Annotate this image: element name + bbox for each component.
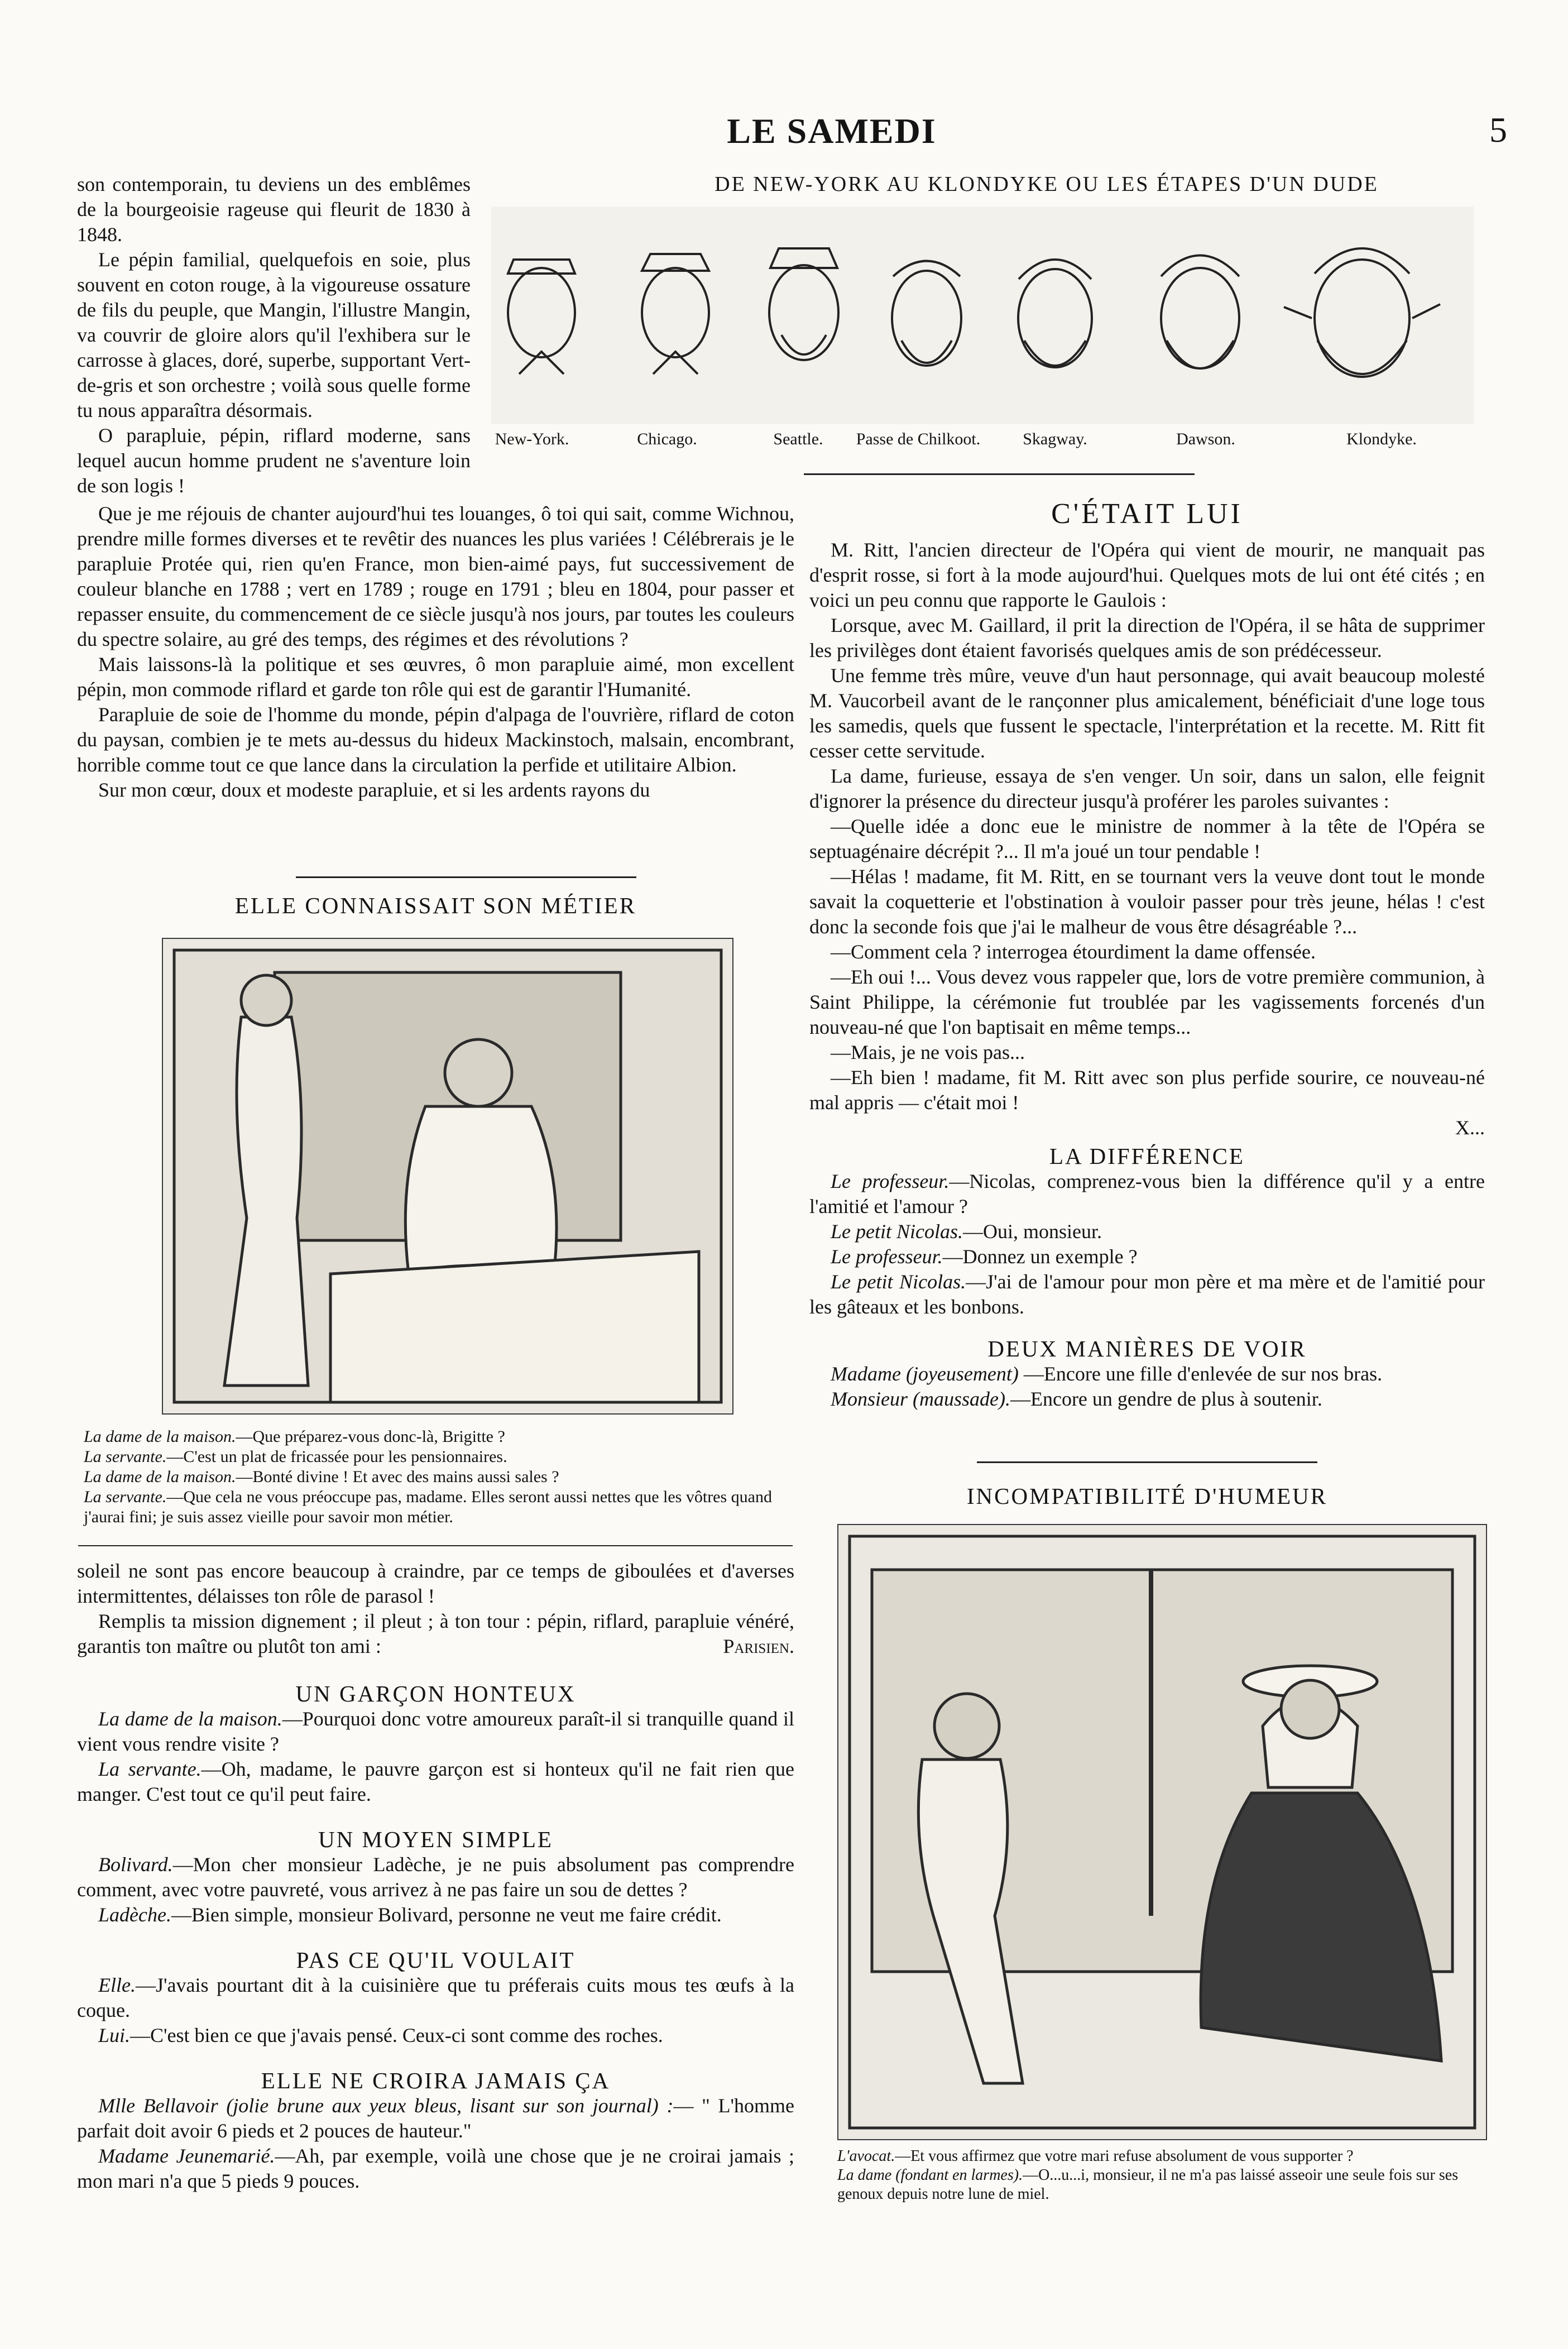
divider	[78, 1545, 793, 1546]
dialogue	[809, 1169, 1485, 1320]
paragraph: —Hélas ! madame, fit M. Ritt, en se tournant vers la veuve dont tout le monde savait la coquetterie et l'obstination à vouloir passer pour très jeune, hélas ! c'est donc la seconde fois que j'ai le malheur de vous être désagréable ?...	[809, 865, 1485, 938]
label-klondyke: Klondyke.	[1346, 430, 1417, 448]
newspaper-title: LE SAMEDI	[727, 111, 937, 151]
paragraph: Mais laissons-là la politique et ses œuvres, ô mon parapluie aimé, mon excellent pépin, mon commode riflard et garde ton rôle qui est de garantir l'Humanité.	[77, 653, 794, 701]
line-text: —J'avais pourtant dit à la cuisinière que tu préferais cuits mous tes œufs à la coque.	[77, 1974, 794, 2021]
speaker: Lui.	[98, 2024, 131, 2046]
line-text: —Et vous affirmez que votre mari refuse absolument de vous supporter ?	[895, 2147, 1354, 2165]
speaker: La servante.	[84, 1488, 167, 1506]
line-text: —O...u...i, monsieur, il ne m'a pas laissé asseoir une seule fois sur ses genoux depuis notre lune de miel.	[837, 2166, 1459, 2203]
paragraph: La dame, furieuse, essaya de s'en venger. Un soir, dans un salon, elle feignit d'ignorer la présence du directeur jusqu'à proférer les paroles suivantes :	[809, 765, 1485, 812]
section-title: ELLE NE CROIRA JAMAIS ÇA	[261, 2068, 611, 2093]
line-text: —Oui, monsieur.	[963, 1220, 1102, 1243]
speaker: L'avocat.	[837, 2147, 895, 2165]
left-bottom-block	[77, 1559, 794, 2194]
paragraph: Lorsque, avec M. Gaillard, il prit la direction de l'Opéra, il se hâta de supprimer les privilèges dont étaient favorisés quelques amis de son prédécesseur.	[809, 614, 1485, 661]
speaker: Mlle Bellavoir (jolie brune aux yeux bleus, lisant sur son journal) :	[98, 2094, 674, 2117]
speaker: Le petit Nicolas.	[831, 1220, 963, 1243]
section-title: C'ÉTAIT LUI	[1051, 498, 1243, 530]
line-text: —Que préparez-vous donc-là, Brigitte ?	[236, 1427, 505, 1446]
paragraph: Sur mon cœur, doux et modeste parapluie, et si les ardents rayons du	[98, 779, 650, 801]
page-number: 5	[1489, 110, 1507, 150]
left-wide-block	[77, 501, 794, 803]
line-text: —C'est un plat de fricassée pour les pensionnaires.	[166, 1447, 507, 1466]
dialogue	[77, 2093, 794, 2194]
paragraph: Le pépin familial, quelquefois en soie, plus souvent en coton rouge, à la vigoureuse ossature de fils du peuple, que Mangin, l'illustre Mangin, va couvrir de gloire alors qu'il l'exhibera sur le carrosse à glaces, doré, superbe, supportant Vert-de-gris et son orchestre ; voilà sous quelle forme tu nous apparaîtra désormais.	[77, 248, 471, 421]
paragraph: soleil ne sont pas encore beaucoup à craindre, par ce temps de giboulées et d'averses intermittentes, délaisses ton rôle de parasol !	[77, 1560, 794, 1607]
paragraph: Que je me réjouis de chanter aujourd'hui tes louanges, ô toi qui sait, comme Wichnou, prendre mille formes diverses et te revêtir des nuances les plus variées ! Célébrerais je le parapluie Protée qui, rien qu'en France, mon bien-aimé pays, fut successivement de couleur blanche en 1788 ; vert en 1789 ; rouge en 1791 ; bleu en 1804, pour passer et repasser ensuite, du commencement de ce siècle jusqu'à nos jours, par toutes les couleurs du spectre solaire, au gré des temps, des régimes et des révolutions ?	[77, 502, 794, 650]
section-title: LA DIFFÉRENCE	[1049, 1143, 1245, 1169]
divider	[804, 473, 1195, 475]
line-text: —Donnez un exemple ?	[942, 1245, 1138, 1268]
face-chicago	[642, 254, 709, 374]
line-text: —Que cela ne vous préoccupe pas, madame. Elles seront aussi nettes que les vôtres quand j'aurai fini; je suis assez vieille pour savoir mon métier.	[84, 1488, 772, 1526]
dialogue	[809, 1362, 1485, 1412]
face-klondyke	[1284, 248, 1440, 377]
paragraph: M. Ritt, l'ancien directeur de l'Opéra qui vient de mourir, ne manquait pas d'esprit rosse, si fort à la mode aujourd'hui. Quelques mots de lui ont été cités ; en voici un peu connu que rapporte le Gaulois :	[809, 539, 1485, 611]
speaker: La dame de la maison.	[98, 1708, 282, 1730]
incompat-title-wrap	[809, 1483, 1485, 1509]
speaker: Elle.	[98, 1974, 136, 1996]
face-skagway	[1018, 260, 1092, 367]
line-text: —Pourquoi donc votre amoureux paraît-il si tranquille quand il vient vous rendre visite ?	[77, 1708, 794, 1755]
paragraph-text: Remplis ta mission dignement ; il pleut ; à ton tour : pépin, riflard, parapluie vénéré, garantis ton maître ou plutôt ton ami :	[77, 1610, 794, 1657]
dialogue	[77, 1706, 794, 1807]
line-text: —Ah, par exemple, voilà une chose que je ne croirai jamais ; mon mari n'a que 5 pieds 9 pouces.	[77, 2145, 795, 2192]
line-text: —J'ai de l'amour pour mon père et ma mère et de l'amitié pour les gâteaux et les bonbons.	[809, 1271, 1485, 1318]
paragraph: son contemporain, tu deviens un des emblêmes de la bourgeoisie rageuse qui fleurit de 1830 à 1848.	[77, 173, 471, 246]
face-seattle	[769, 248, 838, 360]
speaker: Le professeur.	[831, 1245, 943, 1268]
label-new-york: New-York.	[495, 430, 569, 448]
paragraph: —Eh oui !... Vous devez vous rappeler que, lors de votre première communion, à Saint Philippe, la cérémonie fut troublée par les vagissements forcenés d'un nouveau-né que l'on baptisait en même temps...	[809, 966, 1485, 1038]
speaker: Madame (joyeusement)	[831, 1363, 1019, 1385]
paragraph	[77, 1609, 794, 1659]
speaker: La dame (fondant en larmes).	[837, 2166, 1023, 2184]
paragraph: —Quelle idée a donc eue le ministre de nommer à la tête de l'Opéra se septuagénaire décrépit ?... Il m'a joué un tour pendable !	[809, 815, 1485, 862]
line-text: —C'est bien ce que j'avais pensé. Ceux-ci sont comme des roches.	[130, 2024, 663, 2046]
line-text: —Encore une fille d'enlevée de sur nos bras.	[1023, 1363, 1383, 1385]
section-title: INCOMPATIBILITÉ D'HUMEUR	[966, 1483, 1328, 1509]
paragraph: Une femme très mûre, veuve d'un haut personnage, qui avait beaucoup molesté M. Vaucorbeil avant de le rançonner plus amicalement, bénéficiait d'une loge tous les samedis, quels que fussent le spectacle, l'interprétation et la recette. M. Ritt fit cesser cette servitude.	[809, 664, 1485, 762]
paragraph: —Eh bien ! madame, fit M. Ritt avec son plus perfide sourire, ce nouveau-né mal appris — c'était moi !	[809, 1066, 1485, 1114]
speaker: La servante.	[98, 1758, 202, 1780]
divider	[296, 876, 636, 878]
face-dawson	[1161, 256, 1239, 369]
line-text: —Encore un gendre de plus à soutenir.	[1010, 1388, 1322, 1410]
section-title: DEUX MANIÈRES DE VOIR	[987, 1336, 1307, 1362]
divider	[977, 1461, 1317, 1463]
face-chilkoot	[892, 261, 961, 366]
kitchen-illustration	[162, 938, 733, 1415]
paragraph: —Comment cela ? interrogea étourdiment la dame offensée.	[831, 941, 1316, 963]
section-title: UN MOYEN SIMPLE	[318, 1827, 553, 1852]
label-skagway: Skagway.	[1023, 430, 1087, 448]
speaker: Le petit Nicolas.	[831, 1271, 966, 1293]
label-seattle: Seattle.	[773, 430, 823, 448]
lawyer-illustration	[837, 1524, 1487, 2140]
paragraph: O parapluie, pépin, riflard moderne, sans lequel aucun homme prudent ne s'aventure loin de son logis !	[77, 424, 471, 497]
dialogue	[77, 1852, 794, 1928]
paragraph: Parapluie de soie de l'homme du monde, pépin d'alpaga de l'ouvrière, riflard de coton du paysan, combien je te mets au-dessus du hideux Mackinstoch, malsain, encombrant, horrible comme tout ce que lance dans la circulation la perfide et utilitaire Albion.	[77, 703, 794, 776]
left-top-column	[77, 172, 471, 498]
right-column	[809, 498, 1485, 1412]
speaker: Le professeur.	[831, 1170, 950, 1192]
incompat-caption	[837, 2147, 1485, 2204]
speaker: Monsieur (maussade).	[831, 1388, 1010, 1410]
signature: Parisien.	[723, 1635, 794, 1657]
label-chicago: Chicago.	[637, 430, 697, 448]
line-text: — " L'homme parfait doit avoir 6 pieds et 2 pouces de hauteur."	[77, 2094, 794, 2142]
metier-caption	[84, 1427, 776, 1527]
line-text: —Bonté divine ! Et avec des mains aussi sales ?	[236, 1468, 559, 1486]
signature: X...	[1455, 1116, 1485, 1139]
line-text: —Nicolas, comprenez-vous bien la différence qu'il y a entre l'amitié et l'amour ?	[809, 1170, 1485, 1217]
speaker: Ladèche.	[98, 1904, 171, 1926]
face-new-york	[508, 260, 575, 374]
klondyke-illustration	[491, 207, 1474, 424]
speaker: Madame Jeunemarié.	[98, 2145, 275, 2167]
speaker: La servante.	[84, 1447, 167, 1466]
speaker: La dame de la maison.	[84, 1468, 236, 1486]
klondyke-title: DE NEW-YORK AU KLONDYKE OU LES ÉTAPES D'UN DUDE	[715, 172, 1379, 196]
metier-title-wrap	[77, 892, 794, 919]
speaker: La dame de la maison.	[84, 1427, 236, 1446]
label-chilkoot: Passe de Chilkoot.	[856, 430, 981, 448]
line-text: —Bien simple, monsieur Bolivard, personne ne veut me faire crédit.	[171, 1904, 722, 1926]
dialogue	[77, 1973, 794, 2048]
line-text: —Oh, madame, le pauvre garçon est si honteux qu'il ne fait rien que manger. C'est tout ce qu'il peut faire.	[77, 1758, 794, 1805]
paragraph: —Mais, je ne vois pas...	[831, 1041, 1025, 1063]
section-title: ELLE CONNAISSAIT SON MÉTIER	[234, 893, 637, 918]
label-dawson: Dawson.	[1176, 430, 1235, 448]
section-title: PAS CE QU'IL VOULAIT	[296, 1947, 576, 1973]
line-text: —Mon cher monsieur Ladèche, je ne puis absolument pas comprendre comment, avec votre pauvreté, vous arrivez à ne pas faire un sou de dettes ?	[77, 1853, 794, 1901]
section-title: UN GARÇON HONTEUX	[295, 1681, 576, 1706]
speaker: Bolivard.	[98, 1853, 173, 1876]
